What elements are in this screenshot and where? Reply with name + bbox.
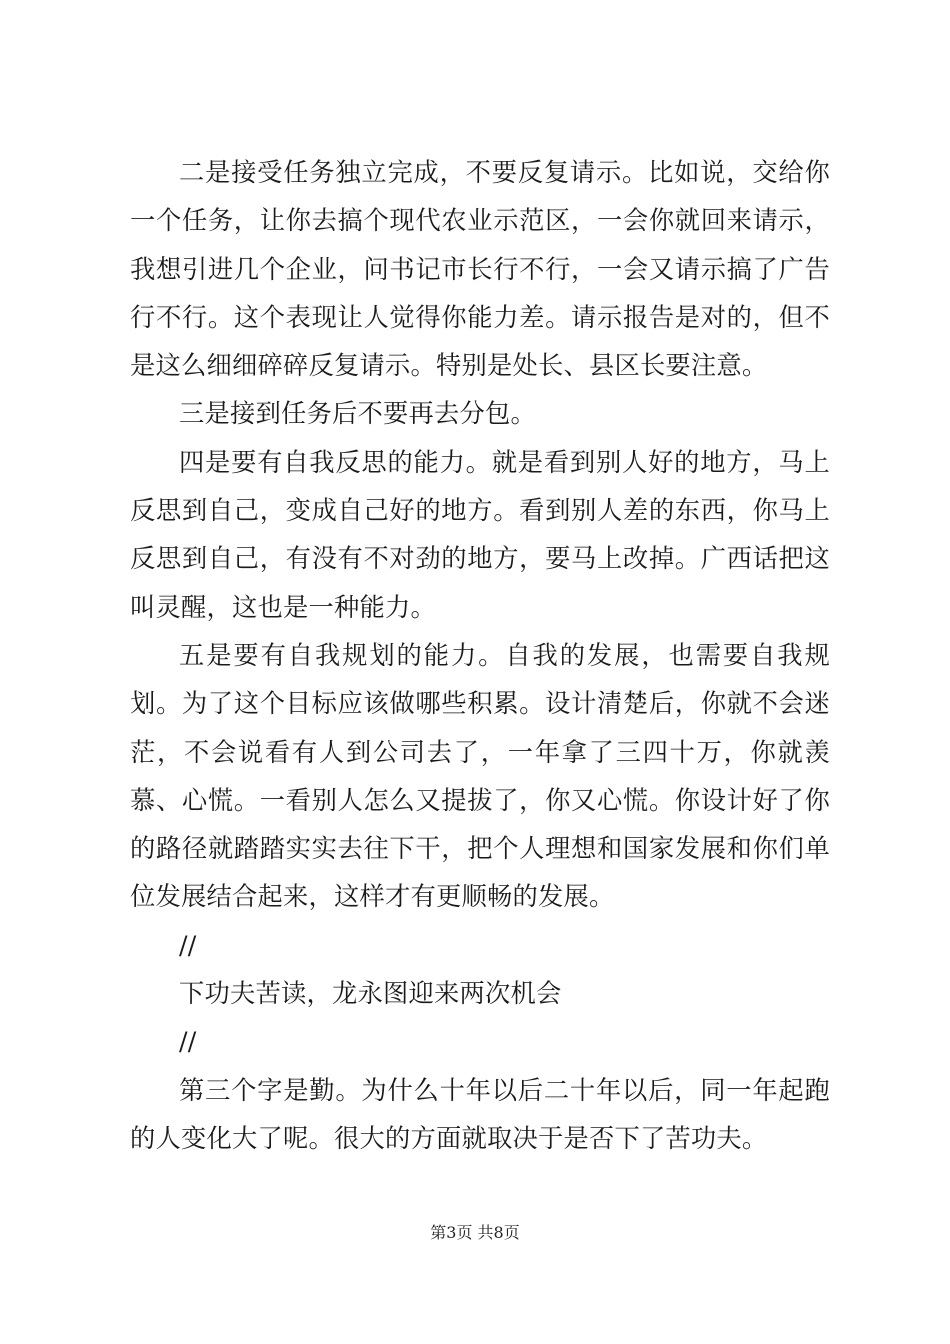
paragraph-point-three: 三是接到任务后不要再去分包。	[179, 399, 536, 429]
paragraph-point-four: 四是要有自我反思的能力。就是看到别人好的地方，马上反思到自己，变成自己好的地方。看到别人差的东西，你马上反思到自己，有没有不对劲的地方，要马上改掉。广西话把这叫灵醒，这也是一种能力。	[130, 447, 830, 622]
document-body	[130, 149, 830, 1163]
page-footer: 第3页 共8页	[430, 1223, 520, 1242]
paragraph-point-two: 二是接受任务独立完成，不要反复请示。比如说，交给你一个任务，让你去搞个现代农业示范区，一会你就回来请示，我想引进几个企业，问书记市长行不行，一会又请示搞了广告行不行。这个表现让人觉得你能力差。请示报告是对的，但不是这么细细碎碎反复请示。特别是处长、县区长要注意。	[130, 158, 830, 381]
section-divider-bottom: //	[179, 1027, 197, 1057]
section-heading: 下功夫苦读，龙永图迎来两次机会	[179, 979, 562, 1009]
section-divider-top: //	[179, 930, 197, 960]
paragraph-third-word: 第三个字是勤。为什么十年以后二十年以后，同一年起跑的人变化大了呢。很大的方面就取决于是否下了苦功夫。	[130, 1075, 830, 1153]
paragraph-point-five: 五是要有自我规划的能力。自我的发展，也需要自我规划。为了这个目标应该做哪些积累。设计清楚后，你就不会迷茫，不会说看有人到公司去了，一年拿了三四十万，你就羡慕、心慌。一看别人怎么又提拔了，你又心慌。你设计好了你的路径就踏踏实实去往下干，把个人理想和国家发展和你们单位发展结合起来，这样才有更顺畅的发展。	[130, 640, 830, 912]
